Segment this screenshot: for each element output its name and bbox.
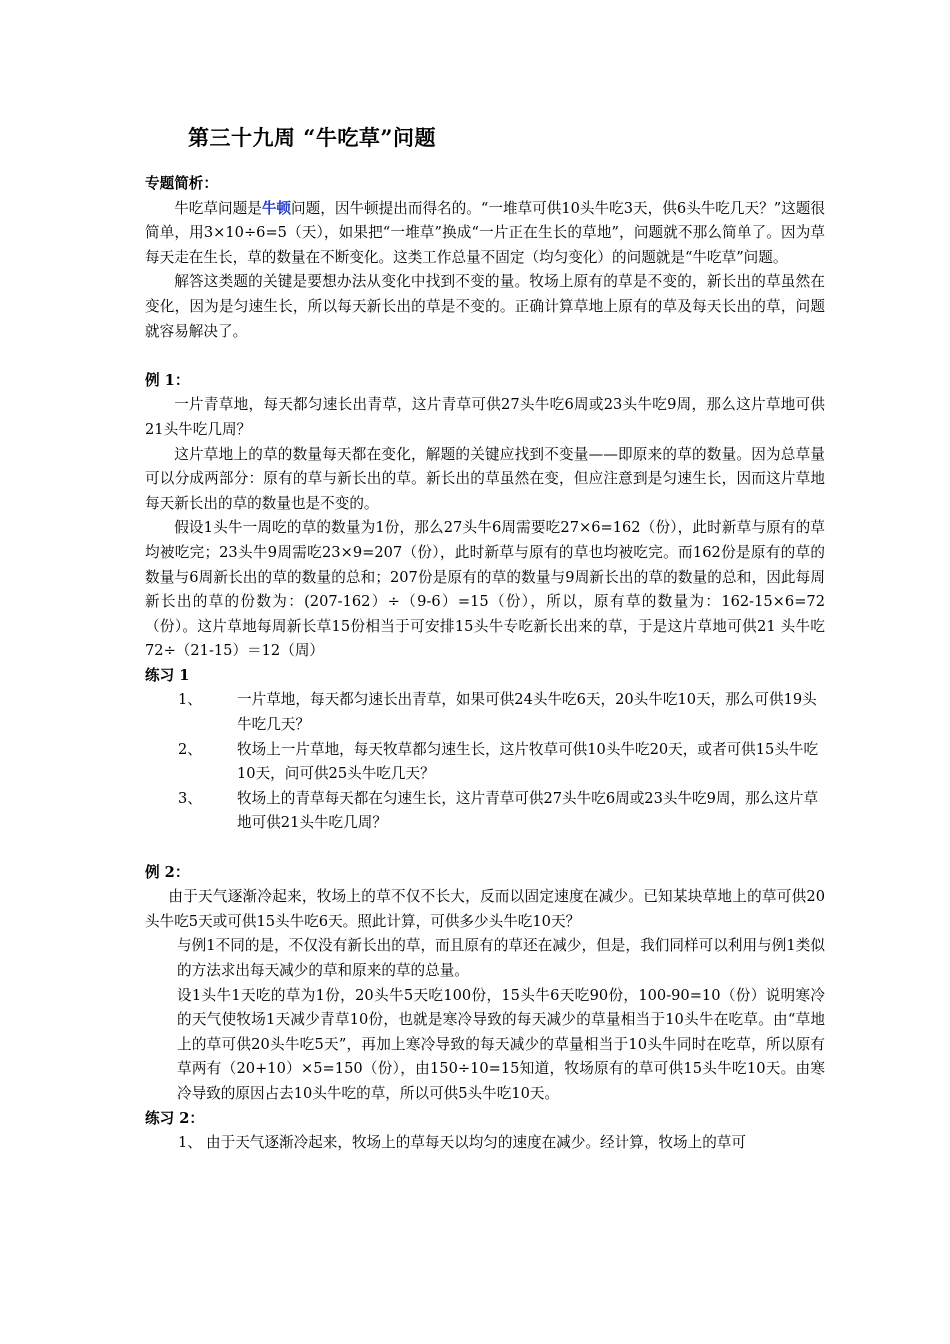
newton-link[interactable]: 牛顿 — [261, 199, 292, 217]
intro-text-a: 牛吃草问题是 — [174, 199, 262, 217]
item-text: 一片草地，每天都匀速长出青草，如果可供24头牛吃6天，20头牛吃10天，那么可供19头牛吃几天？ — [237, 691, 817, 734]
example1-heading: 例 1： — [145, 371, 190, 389]
item-text: 由于天气逐渐冷起来，牧场上的草每天以均匀的速度在减少。经计算，牧场上的草可 — [206, 1134, 746, 1152]
example1-solution: 假设1头牛一周吃的草的数量为1份，那么27头牛6周需要吃27×6=162（份），此时新草与原有的草均被吃完；23头牛9周需吃23×9=207（份），此时新草与原有的草也均被吃完。而162份是原有的草的数量与6周新长出的草的数量的总和；207份是原有的草的数量与9周新长出的草的数量的总和，因此每周新长出的草的份数为：(207-162）÷（9-6）=15（份），所以，原有草的数量为：162-15×6=72（份）。这片草地每周新长草15份相当于可安排15头牛专吃新长出来的草，于是这片草地可供21 头牛吃 72÷（21-15）＝12（周） — [145, 519, 825, 660]
item-number: 2、 — [178, 740, 202, 758]
spacer — [145, 836, 825, 861]
intro-text-b: 问题，因牛顿提出而得名的。“一堆草可供10头牛吃3天，供6头牛吃几天？”这题很简单，用3×10÷6=5（天），如果把“一堆草”换成“一片正在生长的草地”，问题就不那么简单了。因为草每天走在生长，草的数量在不断变化。这类工作总量不固定（均匀变化）的问题就是“牛吃草”问题。 — [145, 199, 825, 266]
item-number: 3、 — [178, 789, 202, 807]
item-text: 牧场上一片草地，每天牧草都匀速生长，这片牧草可供10头牛吃20天，或者可供15头牛吃10天，问可供25头牛吃几天？ — [237, 740, 819, 783]
example2-analysis: 与例1不同的是，不仅没有新长出的草，而且原有的草还在减少，但是，我们同样可以利用与例1类似的方法求出每天减少的草和原来的草的总量。 — [177, 937, 825, 979]
item-number: 1、 — [178, 1134, 202, 1152]
intro-paragraph-2: 解答这类题的关键是要想办法从变化中找到不变的量。牧场上原有的草是不变的，新长出的草虽然在变化，因为是匀速生长，所以每天新长出的草是不变的。正确计算草地上原有的草及每天长出的草，问题就容易解决了。 — [145, 273, 825, 340]
practice2-item — [145, 1131, 825, 1156]
intro-paragraph-1 — [145, 197, 825, 271]
practice1-item — [145, 688, 825, 737]
example1-analysis: 这片草地上的草的数量每天都在变化，解题的关键应找到不变量——即原来的草的数量。因为总草量可以分成两部分：原有的草与新长出的草。新长出的草虽然在变，但应注意到是匀速生长，因而这片草地每天新长出的草的数量也是不变的。 — [145, 445, 825, 512]
example2-question: 由于天气逐渐冷起来，牧场上的草不仅不长大，反而以固定速度在减少。已知某块草地上的草可供20头牛吃5天或可供15头牛吃6天。照此计算，可供多少头牛吃10天？ — [145, 888, 825, 930]
example2-heading: 例 2： — [145, 863, 190, 881]
practice2-heading: 练习 2： — [145, 1109, 205, 1127]
example1-question: 一片青草地，每天都匀速长出青草，这片青草可供27头牛吃6周或23头牛吃9周，那么这片草地可供21头牛吃几周？ — [145, 396, 825, 438]
practice1-heading: 练习 1 — [145, 666, 190, 684]
practice1-item — [145, 738, 825, 787]
example2-solution: 设1头牛1天吃的草为1份，20头牛5天吃100份，15头牛6天吃90份，100-90=10（份）说明寒冷的天气使牧场1天减少青草10份，也就是寒冷导致的每天减少的草量相当于10头牛在吃草。由“草地上的草可供20头牛吃5天”，再加上寒冷导致的每天减少的草量相当于10头牛同时在吃草，所以原有草两有（20+10）×5=150（份），由150÷10=15知道，牧场原有的草可供15头牛吃10天。由寒冷导致的原因占去10头牛吃的草，所以可供5头牛吃10天。 — [177, 986, 825, 1102]
item-number: 1、 — [178, 691, 202, 709]
intro-heading: 专题简析： — [145, 175, 218, 192]
page-title: 第三十九周 “牛吃草”问题 — [188, 125, 436, 150]
practice1-item — [145, 787, 825, 836]
item-text: 牧场上的青草每天都在匀速生长，这片青草可供27头牛吃6周或23头牛吃9周，那么这片草地可供21头牛吃几周？ — [237, 789, 819, 832]
spacer — [145, 344, 825, 369]
document-body — [145, 172, 825, 1156]
